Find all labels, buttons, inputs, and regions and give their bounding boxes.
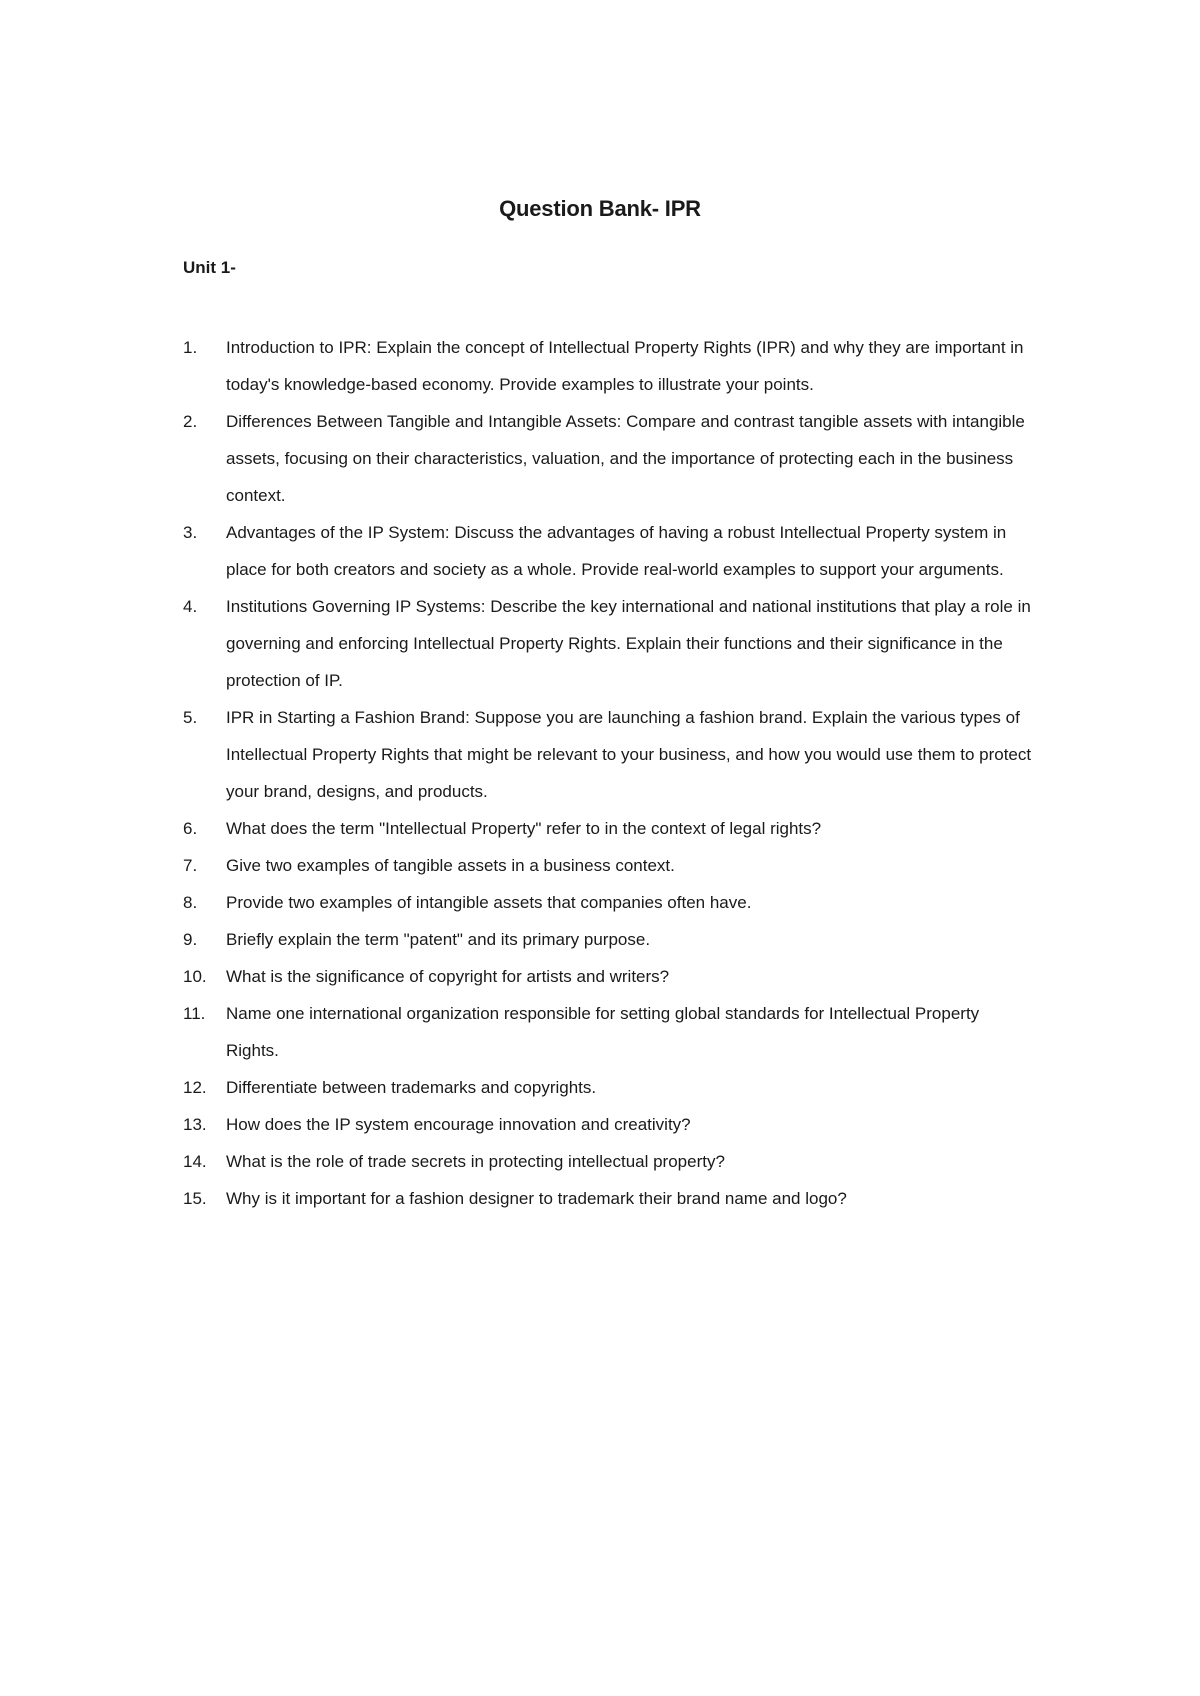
question-text: What is the role of trade secrets in protecting intellectual property? [226,1152,725,1171]
question-text: Give two examples of tangible assets in a business context. [226,856,675,875]
question-item [183,699,1033,810]
question-number: 2. [183,412,198,431]
question-item [183,847,1033,884]
question-number: 6. [183,819,198,838]
question-item [183,1106,1033,1143]
question-number: 15. [183,1189,207,1208]
question-text: IPR in Starting a Fashion Brand: Suppose you are launching a fashion brand. Explain the various types of Intellectual Property Rights that might be relevant to your business, and how you would use them to protect your brand, designs, and products. [226,708,1032,801]
question-number: 8. [183,893,198,912]
question-item [183,995,1033,1069]
question-text: Name one international organization responsible for setting global standards for Intellectual Property Rights. [226,1004,980,1060]
question-item [183,884,1033,921]
question-text: Briefly explain the term "patent" and its primary purpose. [226,930,651,949]
question-item [183,958,1033,995]
question-number: 3. [183,523,198,542]
question-number: 14. [183,1152,207,1171]
question-item [183,1143,1033,1180]
question-item [183,921,1033,958]
question-text: Differences Between Tangible and Intangible Assets: Compare and contrast tangible assets with intangible assets, focusing on their characteristics, valuation, and the importance of protecting each in the business context. [226,412,1025,505]
question-number: 13. [183,1115,207,1134]
question-text: Provide two examples of intangible assets that companies often have. [226,893,752,912]
question-text: What is the significance of copyright for artists and writers? [226,967,670,986]
question-text: Why is it important for a fashion designer to trademark their brand name and logo? [226,1189,847,1208]
question-number: 5. [183,708,198,727]
question-text: Differentiate between trademarks and copyrights. [226,1078,597,1097]
unit-heading: Unit 1- [183,258,236,277]
question-item [183,1069,1033,1106]
question-number: 11. [183,1004,206,1023]
question-list [183,329,1033,1217]
question-number: 10. [183,967,207,986]
question-item [183,810,1033,847]
question-item [183,1180,1033,1217]
question-text: Introduction to IPR: Explain the concept of Intellectual Property Rights (IPR) and why they are important in today's knowledge-based economy. Provide examples to illustrate your points. [226,338,1024,394]
question-number: 9. [183,930,198,949]
question-number: 1. [183,338,198,357]
question-text: Institutions Governing IP Systems: Describe the key international and national institutions that play a role in governing and enforcing Intellectual Property Rights. Explain their functions and their significance in the protection of IP. [226,597,1031,690]
question-item [183,403,1033,514]
question-number: 7. [183,856,198,875]
question-item [183,514,1033,588]
question-item [183,588,1033,699]
document-title: Question Bank- IPR [499,196,701,221]
question-text: Advantages of the IP System: Discuss the advantages of having a robust Intellectual Property system in place for both creators and society as a whole. Provide real-world examples to support your arguments. [226,523,1007,579]
question-item [183,329,1033,403]
question-text: What does the term "Intellectual Property" refer to in the context of legal rights? [226,819,822,838]
question-text: How does the IP system encourage innovation and creativity? [226,1115,691,1134]
question-number: 12. [183,1078,207,1097]
question-number: 4. [183,597,198,616]
